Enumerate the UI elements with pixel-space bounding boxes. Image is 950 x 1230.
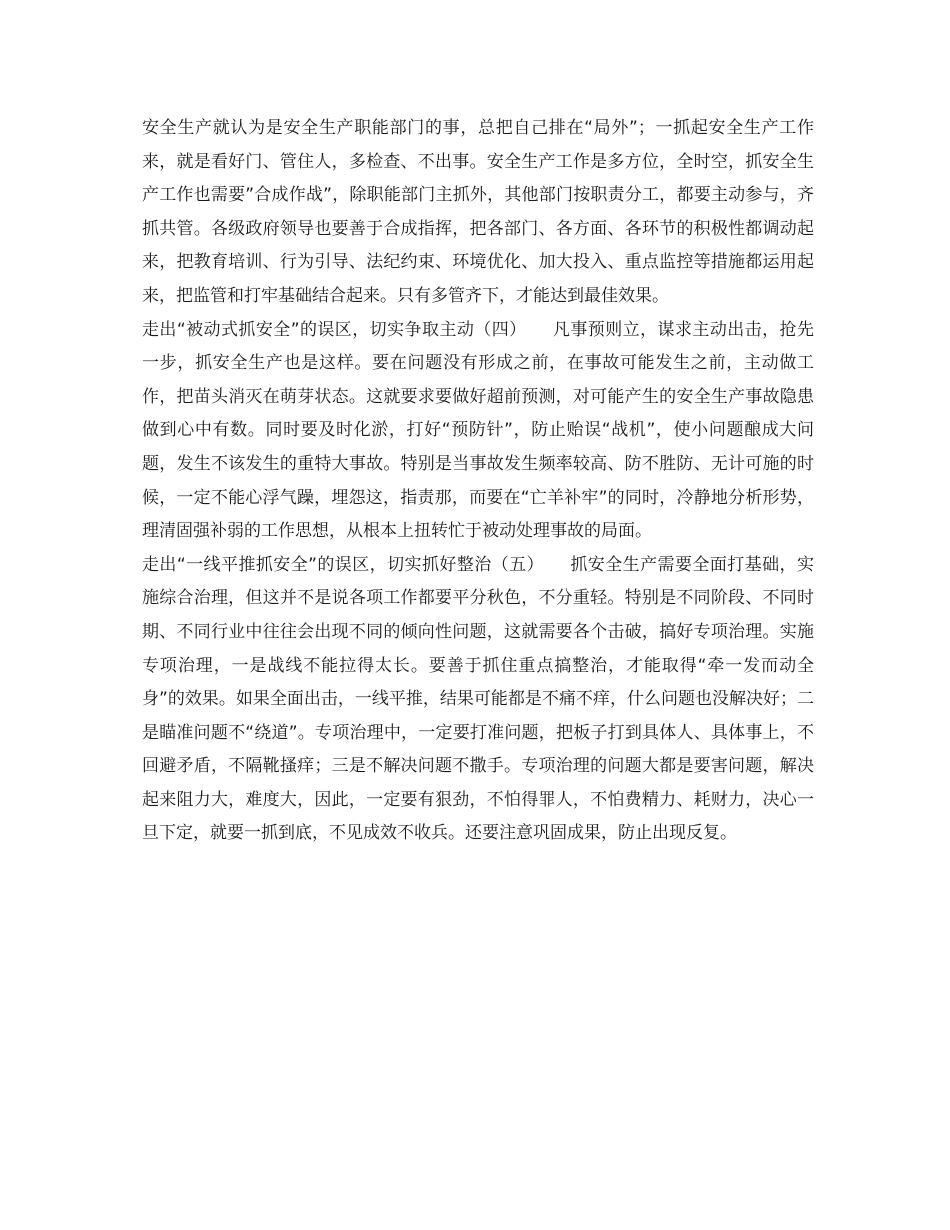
paragraph-2: 走出“被动式抓安全”的误区，切实争取主动（四） 凡事预则立，谋求主动出击，抢先一步，抓安全生产也是这样。要在问题没有形成之前，在事故可能发生之前，主动做工作，把苗头消灭在萌芽状态。这就要求要做好超前预测，对可能产生的安全生产事故隐患做到心中有数。同时要及时化淤，打好“预防针”，防止贻误“战机”，使小问题酿成大问题，发生不该发生的重特大事故。特别是当事故发生频率较高、防不胜防、无计可施的时候，一定不能心浮气躁，埋怨这，指责那，而要在“亡羊补牢”的同时，冷静地分析形势，理清固强补弱的工作思想，从根本上扭转忙于被动处理事故的局面。 [142, 319, 814, 542]
paragraph-3: 走出“一线平推抓安全”的误区，切实抓好整治（五） 抓安全生产需要全面打基础，实施综合治理，但这并不是说各项工作都要平分秋色，不分重轻。特别是不同阶段、不同时期、不同行业中往往会出现不同的倾向性问题，这就需要各个击破，搞好专项治理。实施专项治理，一是战线不能拉得太长。要善于抓住重点搞整治，才能取得“牵一发而动全身”的效果。如果全面出击，一线平推，结果可能都是不痛不痒，什么问题也没解决好；二是瞄准问题不“绕道”。专项治理中，一定要打准问题，把板子打到具体人、具体事上，不回避矛盾，不隔靴搔痒；三是不解决问题不撒手。专项治理的问题大都是要害问题，解决起来阻力大，难度大，因此，一定要有狠劲，不怕得罪人，不怕费精力、耗财力，决心一旦下定，就要一抓到底，不见成效不收兵。还要注意巩固成果，防止出现反复。 [142, 554, 814, 844]
paragraph-1: 安全生产就认为是安全生产职能部门的事，总把自己排在“局外”；一抓起安全生产工作来，就是看好门、管住人，多检查、不出事。安全生产工作是多方位，全时空，抓安全生产工作也需要”合成作战”，除职能部门主抓外，其他部门按职责分工，都要主动参与，齐抓共管。各级政府领导也要善于合成指挥，把各部门、各方面、各环节的积极性都调动起来，把教育培训、行为引导、法纪约束、环境优化、加大投入、重点监控等措施都运用起来，把监管和打牢基础结合起来。只有多管齐下，才能达到最佳效果。 [142, 118, 814, 306]
document-body [142, 112, 814, 851]
